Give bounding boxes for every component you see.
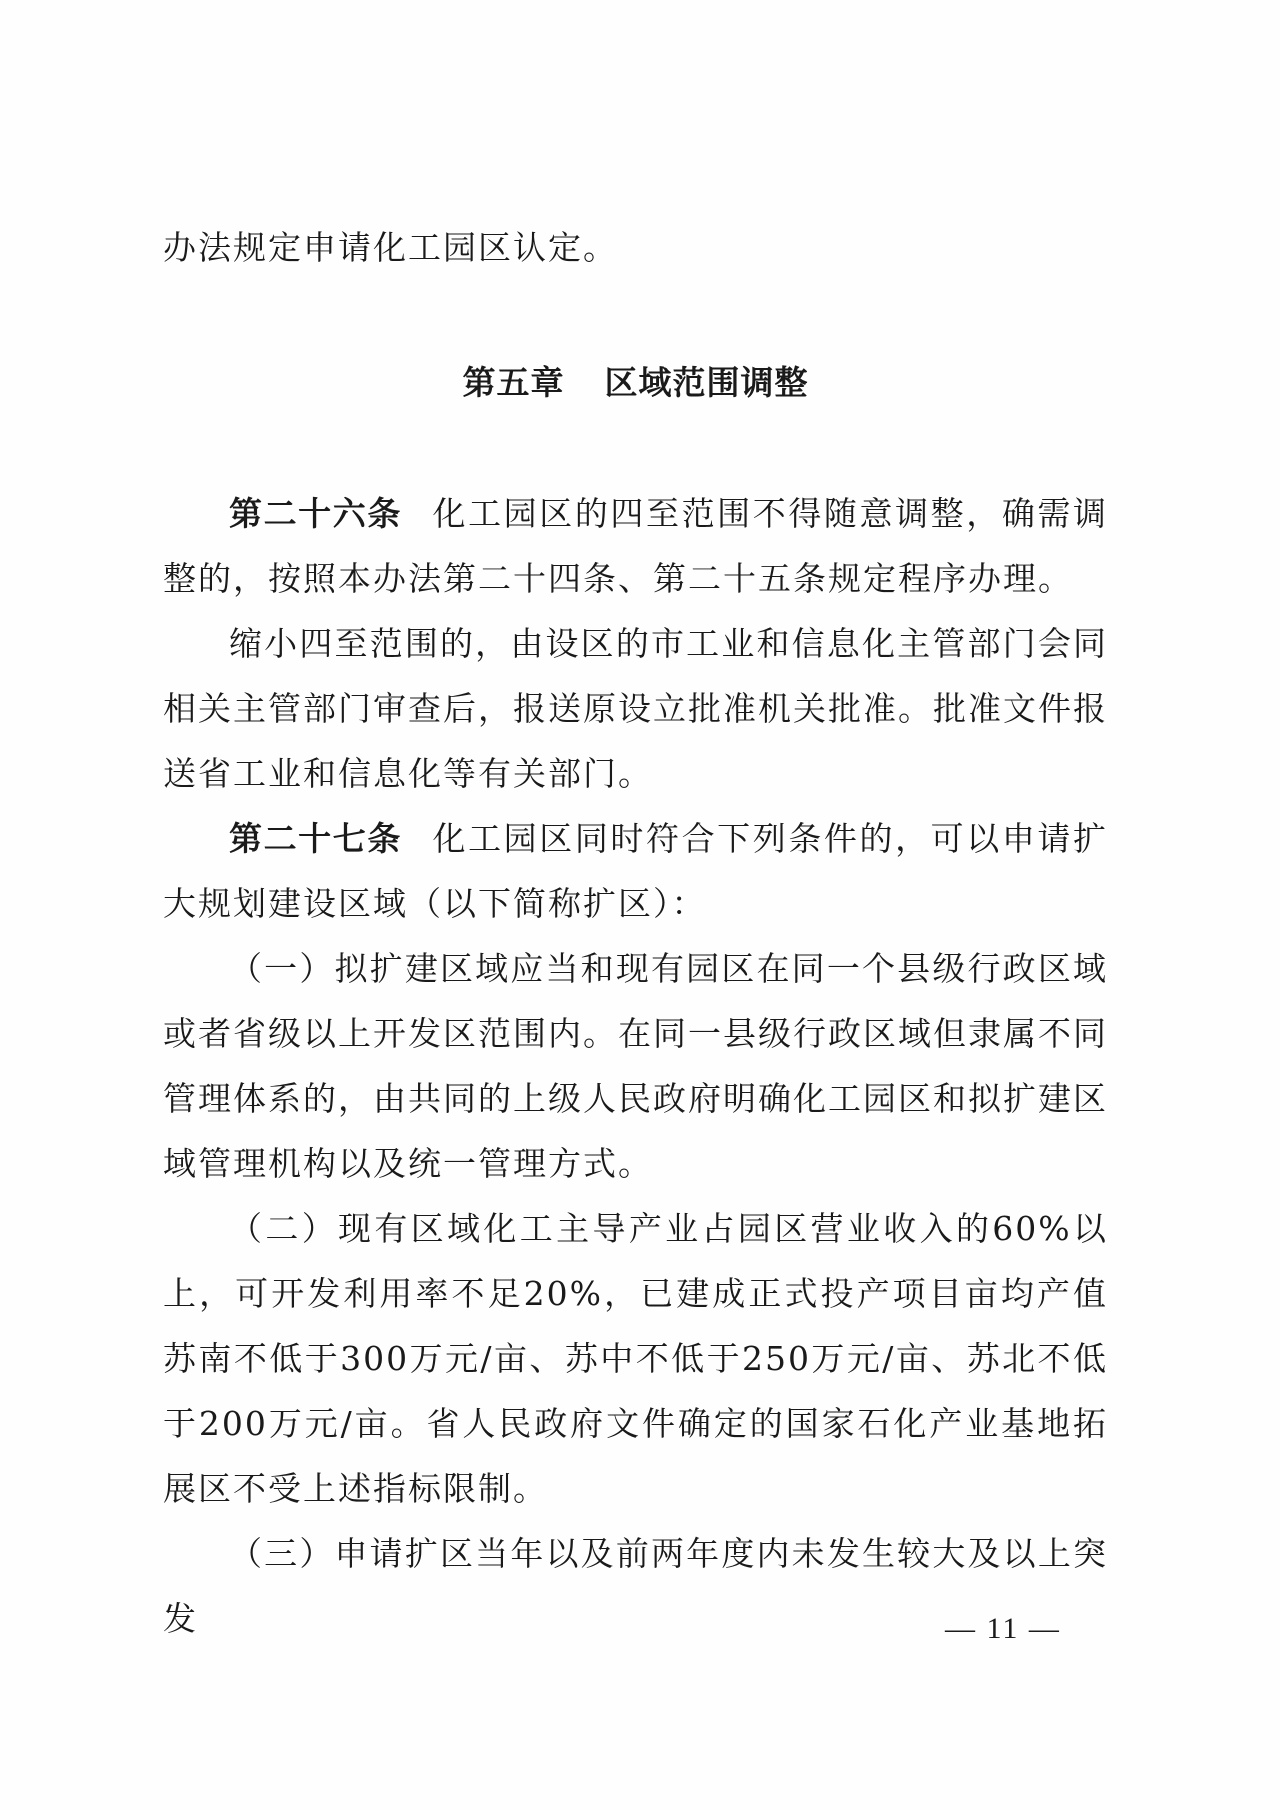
article-26-paragraph-2: 缩小四至范围的，由设区的市工业和信息化主管部门会同相关主管部门审查后，报送原设立批准机关批准。批准文件报送省工业和信息化等有关部门。 bbox=[163, 624, 1108, 793]
article-26-text-1: 化工园区的四至范围不得随意调整，确需调整的，按照本办法第二十四条、第二十五条规定程序办理。 bbox=[163, 494, 1109, 598]
document-body bbox=[163, 215, 1108, 1651]
article-27-item-2: （二）现有区域化工主导产业占园区营业收入的60%以上，可开发利用率不足20%，已建成正式投产项目亩均产值苏南不低于300万元/亩、苏中不低于250万元/亩、苏北不低于200万元/亩。省人民政府文件确定的国家石化产业基地拓展区不受上述指标限制。 bbox=[163, 1209, 1108, 1508]
article-27-item-3: （三）申请扩区当年以及前两年度内未发生较大及以上突发 bbox=[163, 1534, 1108, 1638]
article-27-text-1: 化工园区同时符合下列条件的，可以申请扩大规划建设区域（以下简称扩区）： bbox=[163, 819, 1109, 923]
article-27-paragraph-1 bbox=[163, 806, 1108, 936]
article-27-heading: 第二十七条 bbox=[229, 819, 402, 858]
chapter-number: 第五章 bbox=[462, 363, 565, 402]
chapter-title: 区域范围调整 bbox=[604, 363, 809, 402]
article-26-paragraph-1 bbox=[163, 481, 1108, 611]
chapter-heading bbox=[163, 350, 1108, 415]
opening-line: 办法规定申请化工园区认定。 bbox=[163, 228, 618, 267]
article-26-heading: 第二十六条 bbox=[229, 494, 402, 533]
article-27-item-1: （一）拟扩建区域应当和现有园区在同一个县级行政区域或者省级以上开发区范围内。在同一县级行政区域但隶属不同管理体系的，由共同的上级人民政府明确化工园区和拟扩建区域管理机构以及统一管理方式。 bbox=[163, 949, 1108, 1183]
page-number: — 11 — bbox=[945, 1612, 1061, 1645]
